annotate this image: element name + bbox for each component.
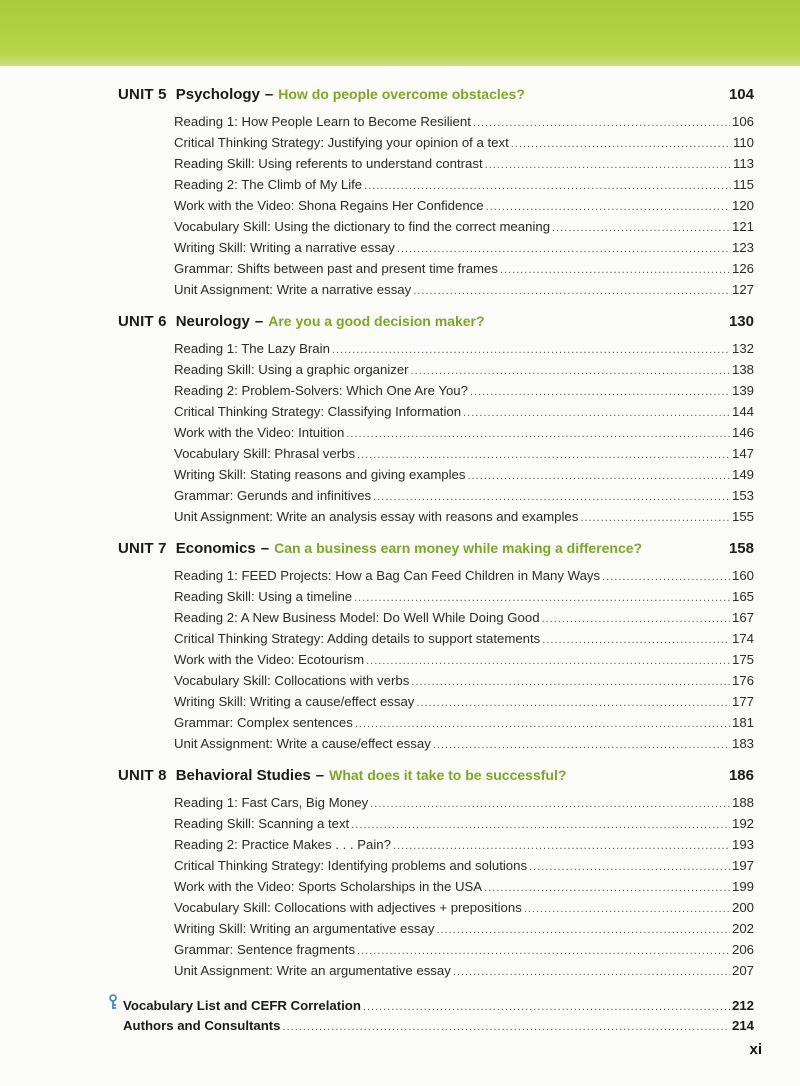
unit-subject: Neurology [175, 313, 250, 330]
toc-entry[interactable] [174, 198, 754, 219]
toc-entry-title: Reading 1: The Lazy Brain [174, 341, 330, 356]
toc-entry[interactable] [174, 795, 754, 816]
toc-entry-page: 132 [731, 341, 754, 356]
toc-entry-page: 214 [731, 1018, 754, 1033]
toc-entry[interactable] [174, 816, 754, 837]
dot-leader [542, 634, 730, 646]
dot-leader [602, 571, 730, 583]
toc-entry-page: 174 [731, 631, 754, 646]
toc-entry[interactable] [174, 509, 754, 530]
toc-entry-title: Writing Skill: Writing a cause/effect essay [174, 694, 415, 709]
toc-entry-page: 197 [731, 858, 754, 873]
toc-entry[interactable] [174, 568, 754, 589]
toc-entry-page: 183 [731, 736, 754, 751]
toc-entry-page: 155 [731, 509, 754, 524]
toc-entry[interactable] [174, 488, 754, 509]
toc-entry[interactable] [174, 135, 754, 156]
toc-entry-title: Writing Skill: Stating reasons and giving examples [174, 467, 466, 482]
dot-leader [411, 676, 730, 688]
toc-entry-title: Unit Assignment: Write an argumentative essay [174, 963, 451, 978]
dot-leader [453, 966, 730, 978]
dot-leader [542, 613, 730, 625]
toc-entry[interactable] [174, 240, 754, 261]
toc-entry-page: 188 [731, 795, 754, 810]
toc-entry[interactable] [174, 156, 754, 177]
toc-entry-page: 175 [731, 652, 754, 667]
unit-page-number: 130 [728, 313, 754, 330]
toc-extras [108, 994, 754, 1042]
toc-entry-title: Writing Skill: Writing an argumentative essay [174, 921, 435, 936]
dot-leader [351, 819, 730, 831]
toc-entry-page: 126 [731, 261, 754, 276]
toc-entry[interactable] [174, 425, 754, 446]
toc-entry-page: 212 [731, 998, 754, 1013]
unit-section [118, 313, 754, 530]
unit-number: UNIT 8 [118, 767, 167, 784]
unit-page-number: 104 [728, 86, 754, 103]
toc-entry[interactable] [174, 837, 754, 858]
unit-section [118, 767, 754, 984]
unit-question: Can a business earn money while making a difference? [274, 540, 643, 556]
dot-leader [470, 386, 730, 398]
toc-entry-page: 138 [731, 362, 754, 377]
unit-number: UNIT 6 [118, 313, 167, 330]
toc-entry[interactable] [174, 282, 754, 303]
toc-entry-page: 123 [731, 240, 754, 255]
toc-entry[interactable] [174, 446, 754, 467]
toc-entry-page: 207 [731, 963, 754, 978]
toc-entry-title: Grammar: Gerunds and infinitives [174, 488, 372, 503]
dot-leader [370, 798, 730, 810]
toc-entry-page: 176 [731, 673, 754, 688]
unit-question: How do people overcome obstacles? [278, 86, 525, 102]
unit-number: UNIT 7 [118, 540, 167, 557]
toc-entry[interactable] [174, 921, 754, 942]
dot-leader [529, 861, 730, 873]
dot-leader [484, 882, 730, 894]
toc-entry-page: 206 [731, 942, 754, 957]
toc-entry[interactable] [174, 404, 754, 425]
toc-entry[interactable] [174, 694, 754, 715]
toc-entry[interactable] [174, 610, 754, 631]
toc-entry-title: Vocabulary Skill: Using the dictionary to find the correct meaning [174, 219, 551, 234]
dash: – [260, 540, 270, 557]
toc-entry[interactable] [174, 261, 754, 282]
toc-entry-title: Unit Assignment: Write a narrative essay [174, 282, 412, 297]
toc-entry[interactable] [174, 341, 754, 362]
toc-entry[interactable] [174, 673, 754, 694]
toc-entry-page: 110 [732, 135, 754, 150]
dot-leader [433, 739, 730, 751]
dot-leader [463, 407, 730, 419]
toc-entry-page: 165 [731, 589, 754, 604]
dot-leader [373, 491, 730, 503]
page-number: xi [749, 1041, 762, 1058]
toc-entry-title: Work with the Video: Sports Scholarships in the USA [174, 879, 483, 894]
dot-leader [473, 117, 730, 129]
unit-subject: Psychology [175, 86, 260, 103]
unit-subject: Behavioral Studies [175, 767, 311, 784]
toc-entry-page: 199 [731, 879, 754, 894]
dot-leader [397, 243, 730, 255]
dot-leader [357, 945, 730, 957]
toc-entry-title: Work with the Video: Intuition [174, 425, 345, 440]
toc-entry-title: Reading 2: A New Business Model: Do Well While Doing Good [174, 610, 540, 625]
dot-leader [355, 718, 730, 730]
dot-leader [283, 1021, 730, 1033]
unit-subject: Economics [175, 540, 256, 557]
toc-entry-title: Critical Thinking Strategy: Classifying Information [174, 404, 462, 419]
toc-entry-page: 153 [731, 488, 754, 503]
toc-entry-title: Reading 2: Problem-Solvers: Which One Are You? [174, 383, 468, 398]
toc-entry-title: Reading 2: Practice Makes . . . Pain? [174, 837, 391, 852]
unit-question: What does it take to be successful? [329, 767, 567, 783]
toc-entry[interactable] [174, 858, 754, 879]
dot-leader [413, 285, 730, 297]
toc-entry-page: 192 [731, 816, 754, 831]
toc-entry[interactable] [174, 963, 754, 984]
unit-heading[interactable] [118, 86, 754, 110]
dot-leader [486, 201, 730, 213]
toc-entry-title: Reading Skill: Using a timeline [174, 589, 353, 604]
dot-leader [511, 138, 731, 150]
toc-entry-title: Reading Skill: Scanning a text [174, 816, 350, 831]
toc-entry[interactable] [174, 631, 754, 652]
toc-entry-page: 160 [731, 568, 754, 583]
dot-leader [332, 344, 730, 356]
toc-entry[interactable] [174, 652, 754, 673]
toc-entry-title: Work with the Video: Ecotourism [174, 652, 365, 667]
unit-heading[interactable] [118, 767, 754, 791]
toc-entry[interactable] [174, 879, 754, 900]
dot-leader [363, 1001, 730, 1013]
toc-entry-title: Reading 1: How People Learn to Become Resilient [174, 114, 471, 129]
toc-entry[interactable] [174, 589, 754, 610]
toc-entry-title: Reading 2: The Climb of My Life [174, 177, 363, 192]
dot-leader [354, 592, 730, 604]
toc-entry-title: Vocabulary Skill: Phrasal verbs [174, 446, 356, 461]
toc-entry-title: Vocabulary Skill: Collocations with adjectives + prepositions [174, 900, 522, 915]
unit-heading[interactable] [118, 540, 754, 564]
toc-entry[interactable] [174, 900, 754, 921]
unit-number: UNIT 5 [118, 86, 167, 103]
toc-entry-title: Unit Assignment: Write a cause/effect essay [174, 736, 431, 751]
toc-entry-page: 177 [731, 694, 754, 709]
toc-entry-title: Reading Skill: Using a graphic organizer [174, 362, 409, 377]
dot-leader [416, 697, 730, 709]
toc-entry[interactable] [174, 467, 754, 488]
dot-leader [500, 264, 730, 276]
toc-entry[interactable] [174, 715, 754, 736]
toc-entry-page: 149 [731, 467, 754, 482]
unit-heading[interactable] [118, 313, 754, 337]
dash: – [264, 86, 274, 103]
toc-entry[interactable] [174, 736, 754, 757]
toc-entry-title: Reading 1: Fast Cars, Big Money [174, 795, 369, 810]
dash: – [315, 767, 325, 784]
toc-entry-page: 200 [731, 900, 754, 915]
toc-entry-page: 144 [731, 404, 754, 419]
toc-entry-page: 115 [732, 177, 754, 192]
toc-entry-title: Critical Thinking Strategy: Justifying your opinion of a text [174, 135, 509, 150]
toc-entry-title: Grammar: Shifts between past and present time frames [174, 261, 498, 276]
dot-leader [468, 470, 730, 482]
toc-entry-title: Reading 1: FEED Projects: How a Bag Can Feed Children in Many Ways [174, 568, 601, 583]
toc-entry-title: Grammar: Sentence fragments [174, 942, 356, 957]
toc-entry-page: 121 [731, 219, 754, 234]
dot-leader [364, 180, 731, 192]
dot-leader [524, 903, 730, 915]
toc-entry-title: Unit Assignment: Write an analysis essay with reasons and examples [174, 509, 579, 524]
toc-entry-page: 127 [731, 282, 754, 297]
toc-entry-title: Critical Thinking Strategy: Adding details to support statements [174, 631, 541, 646]
unit-question: Are you a good decision maker? [268, 313, 485, 329]
toc-entry-page: 139 [731, 383, 754, 398]
dot-leader [580, 512, 730, 524]
toc-entry-title: Authors and Consultants [123, 1018, 281, 1033]
toc-entry-title: Vocabulary Skill: Collocations with verbs [174, 673, 410, 688]
toc-entry-page: 147 [731, 446, 754, 461]
toc-entry-page: 120 [731, 198, 754, 213]
toc-entry-vocabulary-list[interactable] [108, 994, 754, 1018]
toc-entry-title: Writing Skill: Writing a narrative essay [174, 240, 395, 255]
dot-leader [436, 924, 730, 936]
toc-entry-page: 167 [731, 610, 754, 625]
toc-entry[interactable] [174, 942, 754, 963]
dot-leader [485, 159, 731, 171]
toc-entry-title: Grammar: Complex sentences [174, 715, 353, 730]
toc-entry[interactable] [174, 114, 754, 135]
toc-entry-page: 193 [731, 837, 754, 852]
toc-entry-title: Reading Skill: Using referents to understand contrast [174, 156, 483, 171]
dot-leader [366, 655, 730, 667]
toc-entry[interactable] [174, 219, 754, 240]
toc-entry-page: 181 [731, 715, 754, 730]
toc-entry[interactable] [174, 177, 754, 198]
dot-leader [393, 840, 730, 852]
key-icon [108, 994, 120, 1013]
unit-section [118, 540, 754, 757]
toc-entry-title: Vocabulary List and CEFR Correlation [123, 998, 361, 1013]
dot-leader [411, 365, 730, 377]
dot-leader [552, 222, 730, 234]
unit-page-number: 186 [728, 767, 754, 784]
toc-entry-page: 113 [732, 156, 754, 171]
toc-entry-page: 106 [731, 114, 754, 129]
toc-entry-title: Critical Thinking Strategy: Identifying problems and solutions [174, 858, 528, 873]
dash: – [254, 313, 264, 330]
toc-entry-authors[interactable] [108, 1018, 754, 1042]
toc-entry-page: 146 [731, 425, 754, 440]
toc-entry-page: 202 [731, 921, 754, 936]
unit-page-number: 158 [728, 540, 754, 557]
unit-section [118, 86, 754, 303]
dot-leader [346, 428, 730, 440]
toc-entry[interactable] [174, 362, 754, 383]
toc-entry-title: Work with the Video: Shona Regains Her Confidence [174, 198, 484, 213]
dot-leader [357, 449, 730, 461]
toc-entry[interactable] [174, 383, 754, 404]
header-color-band [0, 0, 800, 66]
